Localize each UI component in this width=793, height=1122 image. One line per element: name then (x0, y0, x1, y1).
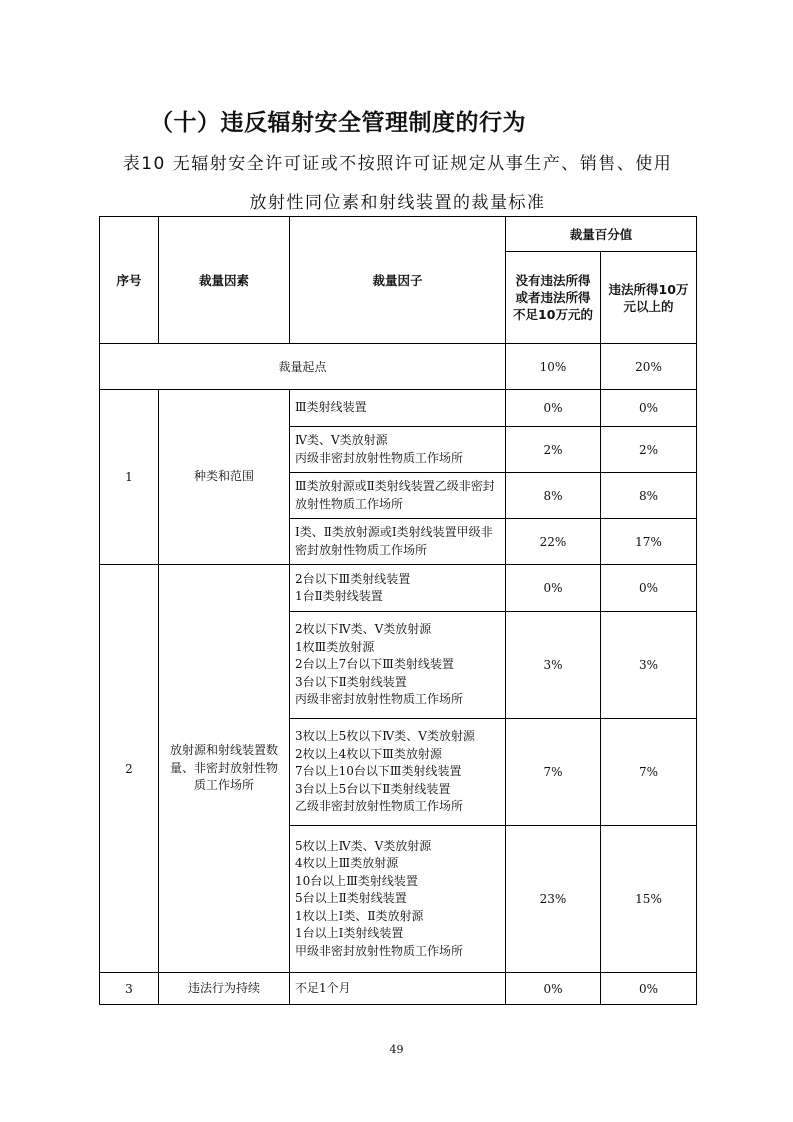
row-value-b: 3% (601, 612, 697, 719)
page-number: 49 (389, 1043, 404, 1056)
group-element: 违法行为持续 (159, 973, 290, 1005)
row-value-b: 0% (601, 973, 697, 1005)
row-factor: Ⅲ类射线装置 (290, 390, 506, 427)
row-value-a: 0% (506, 565, 601, 612)
header-col-b: 违法所得10万元以上的 (601, 252, 697, 344)
row-value-a: 7% (506, 719, 601, 826)
group-seq: 2 (100, 565, 159, 973)
row-value-a: 2% (506, 427, 601, 473)
table-caption-line-2: 放射性同位素和射线装置的裁量标准 (249, 193, 546, 213)
group-seq: 1 (100, 390, 159, 565)
row-factor: 2台以下Ⅲ类射线装置 1台Ⅱ类射线装置 (290, 565, 506, 612)
group-seq: 3 (100, 973, 159, 1005)
row-factor: 3枚以上5枚以下Ⅳ类、Ⅴ类放射源 2枚以上4枚以下Ⅲ类放射源 7台以上10台以下Ⅲ类射线装置 3台以上5台以下Ⅱ类射线装置 乙级非密封放射性物质工作场所 (290, 719, 506, 826)
table-row (100, 973, 697, 1005)
row-factor: Ⅲ类放射源或Ⅱ类射线装置乙级非密封放射性物质工作场所 (290, 473, 506, 519)
start-row-a: 10% (506, 344, 601, 390)
row-value-a: 0% (506, 973, 601, 1005)
row-value-b: 15% (601, 826, 697, 973)
section-title: （十）违反辐射安全管理制度的行为 (150, 110, 526, 136)
row-value-b: 0% (601, 565, 697, 612)
start-row (100, 344, 697, 390)
start-row-label: 裁量起点 (100, 344, 506, 390)
header-percent-group: 裁量百分值 (506, 217, 697, 252)
discretion-standard-table (99, 216, 697, 1005)
table-caption-line-1: 表10 无辐射安全许可证或不按照许可证规定从事生产、销售、使用 (122, 154, 673, 174)
row-value-a: 22% (506, 519, 601, 565)
start-row-b: 20% (601, 344, 697, 390)
row-value-b: 17% (601, 519, 697, 565)
row-value-a: 23% (506, 826, 601, 973)
row-value-b: 2% (601, 427, 697, 473)
row-factor: 5枚以上Ⅳ类、Ⅴ类放射源 4枚以上Ⅲ类放射源 10台以上Ⅲ类射线装置 5台以上Ⅱ类射线装置 1枚以上Ⅰ类、Ⅱ类放射源 1台以上Ⅰ类射线装置 甲级非密封放射性物质工作场所 (290, 826, 506, 973)
row-value-a: 8% (506, 473, 601, 519)
table-row (100, 390, 697, 427)
header-element: 裁量因素 (159, 217, 290, 344)
group-element: 放射源和射线装置数量、非密封放射性物质工作场所 (159, 565, 290, 973)
row-factor: 不足1个月 (290, 973, 506, 1005)
table-row (100, 565, 697, 612)
row-value-b: 8% (601, 473, 697, 519)
row-factor: Ⅳ类、Ⅴ类放射源 丙级非密封放射性物质工作场所 (290, 427, 506, 473)
row-value-a: 3% (506, 612, 601, 719)
row-value-b: 0% (601, 390, 697, 427)
group-element: 种类和范围 (159, 390, 290, 565)
header-seq: 序号 (100, 217, 159, 344)
row-factor: Ⅰ类、Ⅱ类放射源或Ⅰ类射线装置甲级非密封放射性物质工作场所 (290, 519, 506, 565)
header-factor: 裁量因子 (290, 217, 506, 344)
header-col-a: 没有违法所得或者违法所得不足10万元的 (506, 252, 601, 344)
row-value-b: 7% (601, 719, 697, 826)
row-value-a: 0% (506, 390, 601, 427)
row-factor: 2枚以下Ⅳ类、Ⅴ类放射源 1枚Ⅲ类放射源 2台以上7台以下Ⅲ类射线装置 3台以下Ⅱ类射线装置 丙级非密封放射性物质工作场所 (290, 612, 506, 719)
